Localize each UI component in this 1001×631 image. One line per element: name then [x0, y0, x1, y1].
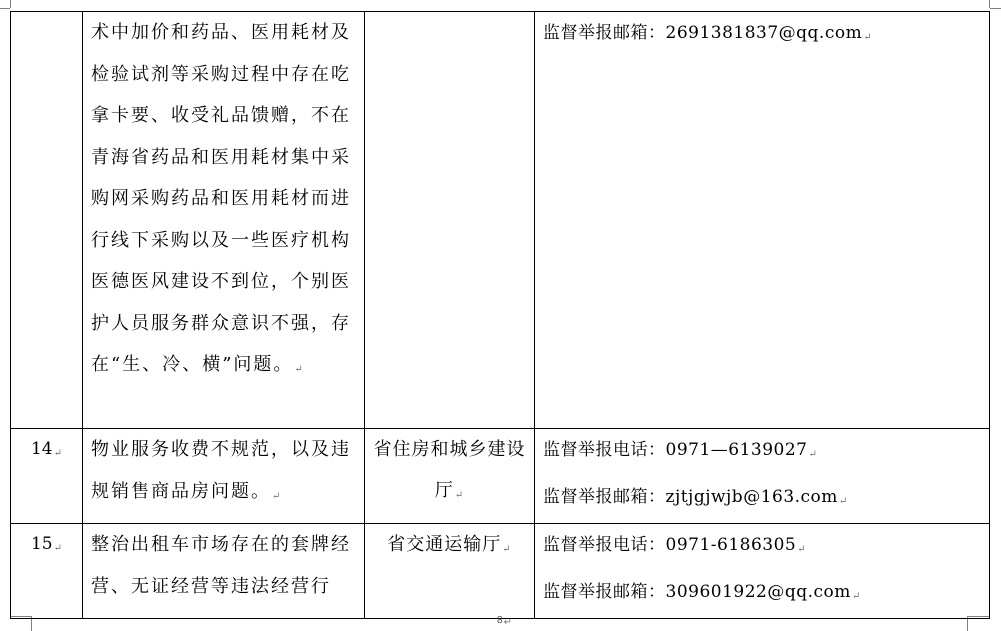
report-email: 监督举报邮箱：zjtjgjwjb@163.com↵ — [543, 487, 848, 507]
department-cell: 省交通运输厅↵ — [365, 524, 535, 619]
report-email: 监督举报邮箱：309601922@qq.com↵ — [543, 582, 861, 602]
contact-cell — [535, 12, 990, 429]
department-cell: 省住房和城乡建设厅↵ — [365, 429, 535, 524]
table-row — [11, 524, 990, 619]
row-number-cell: 15↵ — [11, 524, 83, 619]
issue-cell: 整治出租车市场存在的套牌经营、无证经营等违法经营行 — [83, 524, 365, 619]
issue-cell: 物业服务收费不规范，以及违规销售商品房问题。↵ — [83, 429, 365, 524]
report-email: 监督举报邮箱：2691381837@qq.com↵ — [543, 23, 873, 43]
supervision-table — [10, 11, 990, 619]
table-row — [11, 12, 990, 429]
row-number-cell: 14↵ — [11, 429, 83, 524]
crop-mark-top-left — [10, 0, 11, 8]
report-phone: 监督举报电话：0971-6186305↵ — [543, 535, 807, 555]
crop-mark-top-right — [989, 0, 990, 8]
table-row — [11, 429, 990, 524]
crop-mark-top-left-h — [0, 8, 10, 9]
row-number-cell — [11, 12, 83, 429]
contact-cell — [535, 429, 990, 524]
report-phone: 监督举报电话：0971—6139027↵ — [543, 440, 818, 460]
page-number: 8↵ — [497, 615, 512, 628]
crop-mark-top-right-h — [990, 8, 1001, 9]
issue-cell: 术中加价和药品、医用耗材及检验试剂等采购过程中存在吃拿卡要、收受礼品馈赠，不在青海省药品和医用耗材集中采购网采购药品和医用耗材而进行线下采购以及一些医疗机构医德医风建设不到位，个别医护人员服务群众意识不强，存在“生、冷、横”问题。↵ — [83, 12, 365, 429]
department-cell — [365, 12, 535, 429]
contact-cell — [535, 524, 990, 619]
